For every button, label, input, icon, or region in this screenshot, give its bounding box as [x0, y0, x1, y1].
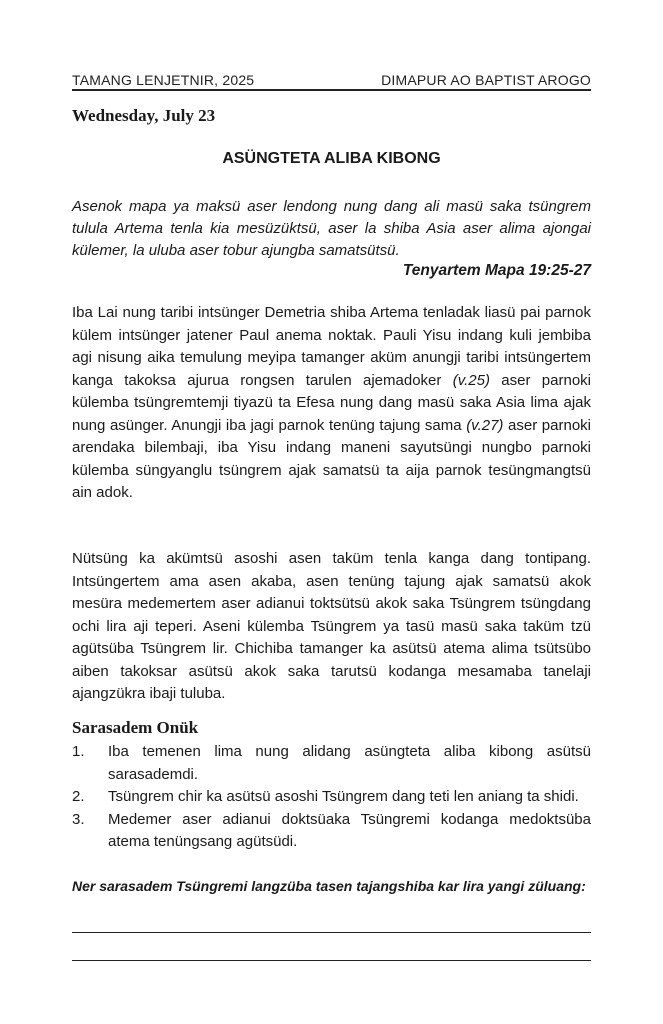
question-text: Iba temenen lima nung alidang asüngteta aliba kibong asütsü sarasademdi.	[108, 743, 591, 783]
paragraph-1-text-a: Iba Lai nung taribi intsünger Demetria shiba Artema tenladak liasü pai parnok külem intsünger jatener Paul anema noktak. Pauli Yisu indang kuli jembiba agi nisung aika temulung meyipa tamanger aküm anungji taribi intsüngertem kanga takoksa ajurua rongsen tarulen ajemadoker	[72, 304, 591, 389]
scripture-verse: Asenok mapa ya maksü aser lendong nung dang ali masü saka tsüngrem tulula Artema tenla kia mesüzüktsü, aser la shiba Asia aser alima ajongai külemer, la uluba aser tobur ajungba samatsütsü.	[72, 198, 591, 259]
question-number: 2.	[72, 788, 85, 805]
scripture-reference: Tenyartem Mapa 19:25-27	[402, 262, 591, 279]
question-text: Tsüngrem chir ka asütsü asoshi Tsüngrem dang teti len aniang ta shidi.	[108, 788, 579, 805]
reflection-question	[72, 786, 591, 809]
reflection-question	[72, 741, 591, 786]
paragraph-1-text-b: aser parnoki külemba tsüngremtemji tiyazü ta Efesa nung dang masü saka Asia lima ajak nung asünger. Anungji iba jagi parnok tenüng tajung sama	[72, 371, 591, 434]
question-number: 3.	[72, 810, 85, 828]
writing-line[interactable]	[72, 960, 591, 961]
reflection-heading: Sarasadem Onük	[72, 718, 199, 737]
page-header	[72, 66, 591, 88]
verse-ref-inline-1: (v.25)	[452, 371, 490, 389]
devotion-title: ASÜNGTETA ALIBA KIBONG	[222, 150, 441, 167]
paragraph-1-text-c: aser parnoki arendaka bilembaji, iba Yisu indang maneni sayutsüngi nungbo parnoki külemba süngyanglu tsüngrem ajak samatsü ta aija parnok tesüngmangtsü ain adok.	[72, 416, 591, 501]
question-text: Medemer aser adianui doktsüaka Tsüngremi kodanga medoktsüba atema tenüngsang agütsüdi.	[108, 810, 591, 850]
question-number: 1.	[72, 743, 85, 760]
writing-prompt: Ner sarasadem Tsüngremi langzüba tasen tajangshiba kar lira yangi züluang:	[72, 878, 586, 894]
header-left-title: TAMANG LENJETNIR, 2025	[72, 72, 255, 88]
body-paragraph-1	[72, 302, 591, 505]
reflection-questions	[72, 741, 591, 854]
body-paragraph-2: Nütsüng ka akümtsü asoshi asen taküm tenla kanga dang tontipang. Intsüngertem ama asen akaba, asen tenüng tajung ajak samatsü akok mesüra medemertem aser adianui toktsütsü akok saka Tsüngrem tsüngdang ochi lira aji teperi. Aseni külemba Tsüngrem ya tasü masü saka taküm tzü agütsüba Tsüngrem lir. Chichiba tamanger ka asütsü atema alima tsütsübo aiben takoksar asütsü akok saka tarutsü kodanga mesamaba tanelaji ajangzükra ibaji tuluba.	[72, 550, 591, 702]
header-rule	[72, 89, 591, 91]
writing-line[interactable]	[72, 932, 591, 933]
header-right-title: DIMAPUR AO BAPTIST AROGO	[381, 72, 591, 88]
reflection-question	[72, 809, 591, 854]
verse-ref-inline-2: (v.27)	[466, 416, 504, 434]
day-heading: Wednesday, July 23	[72, 106, 216, 125]
